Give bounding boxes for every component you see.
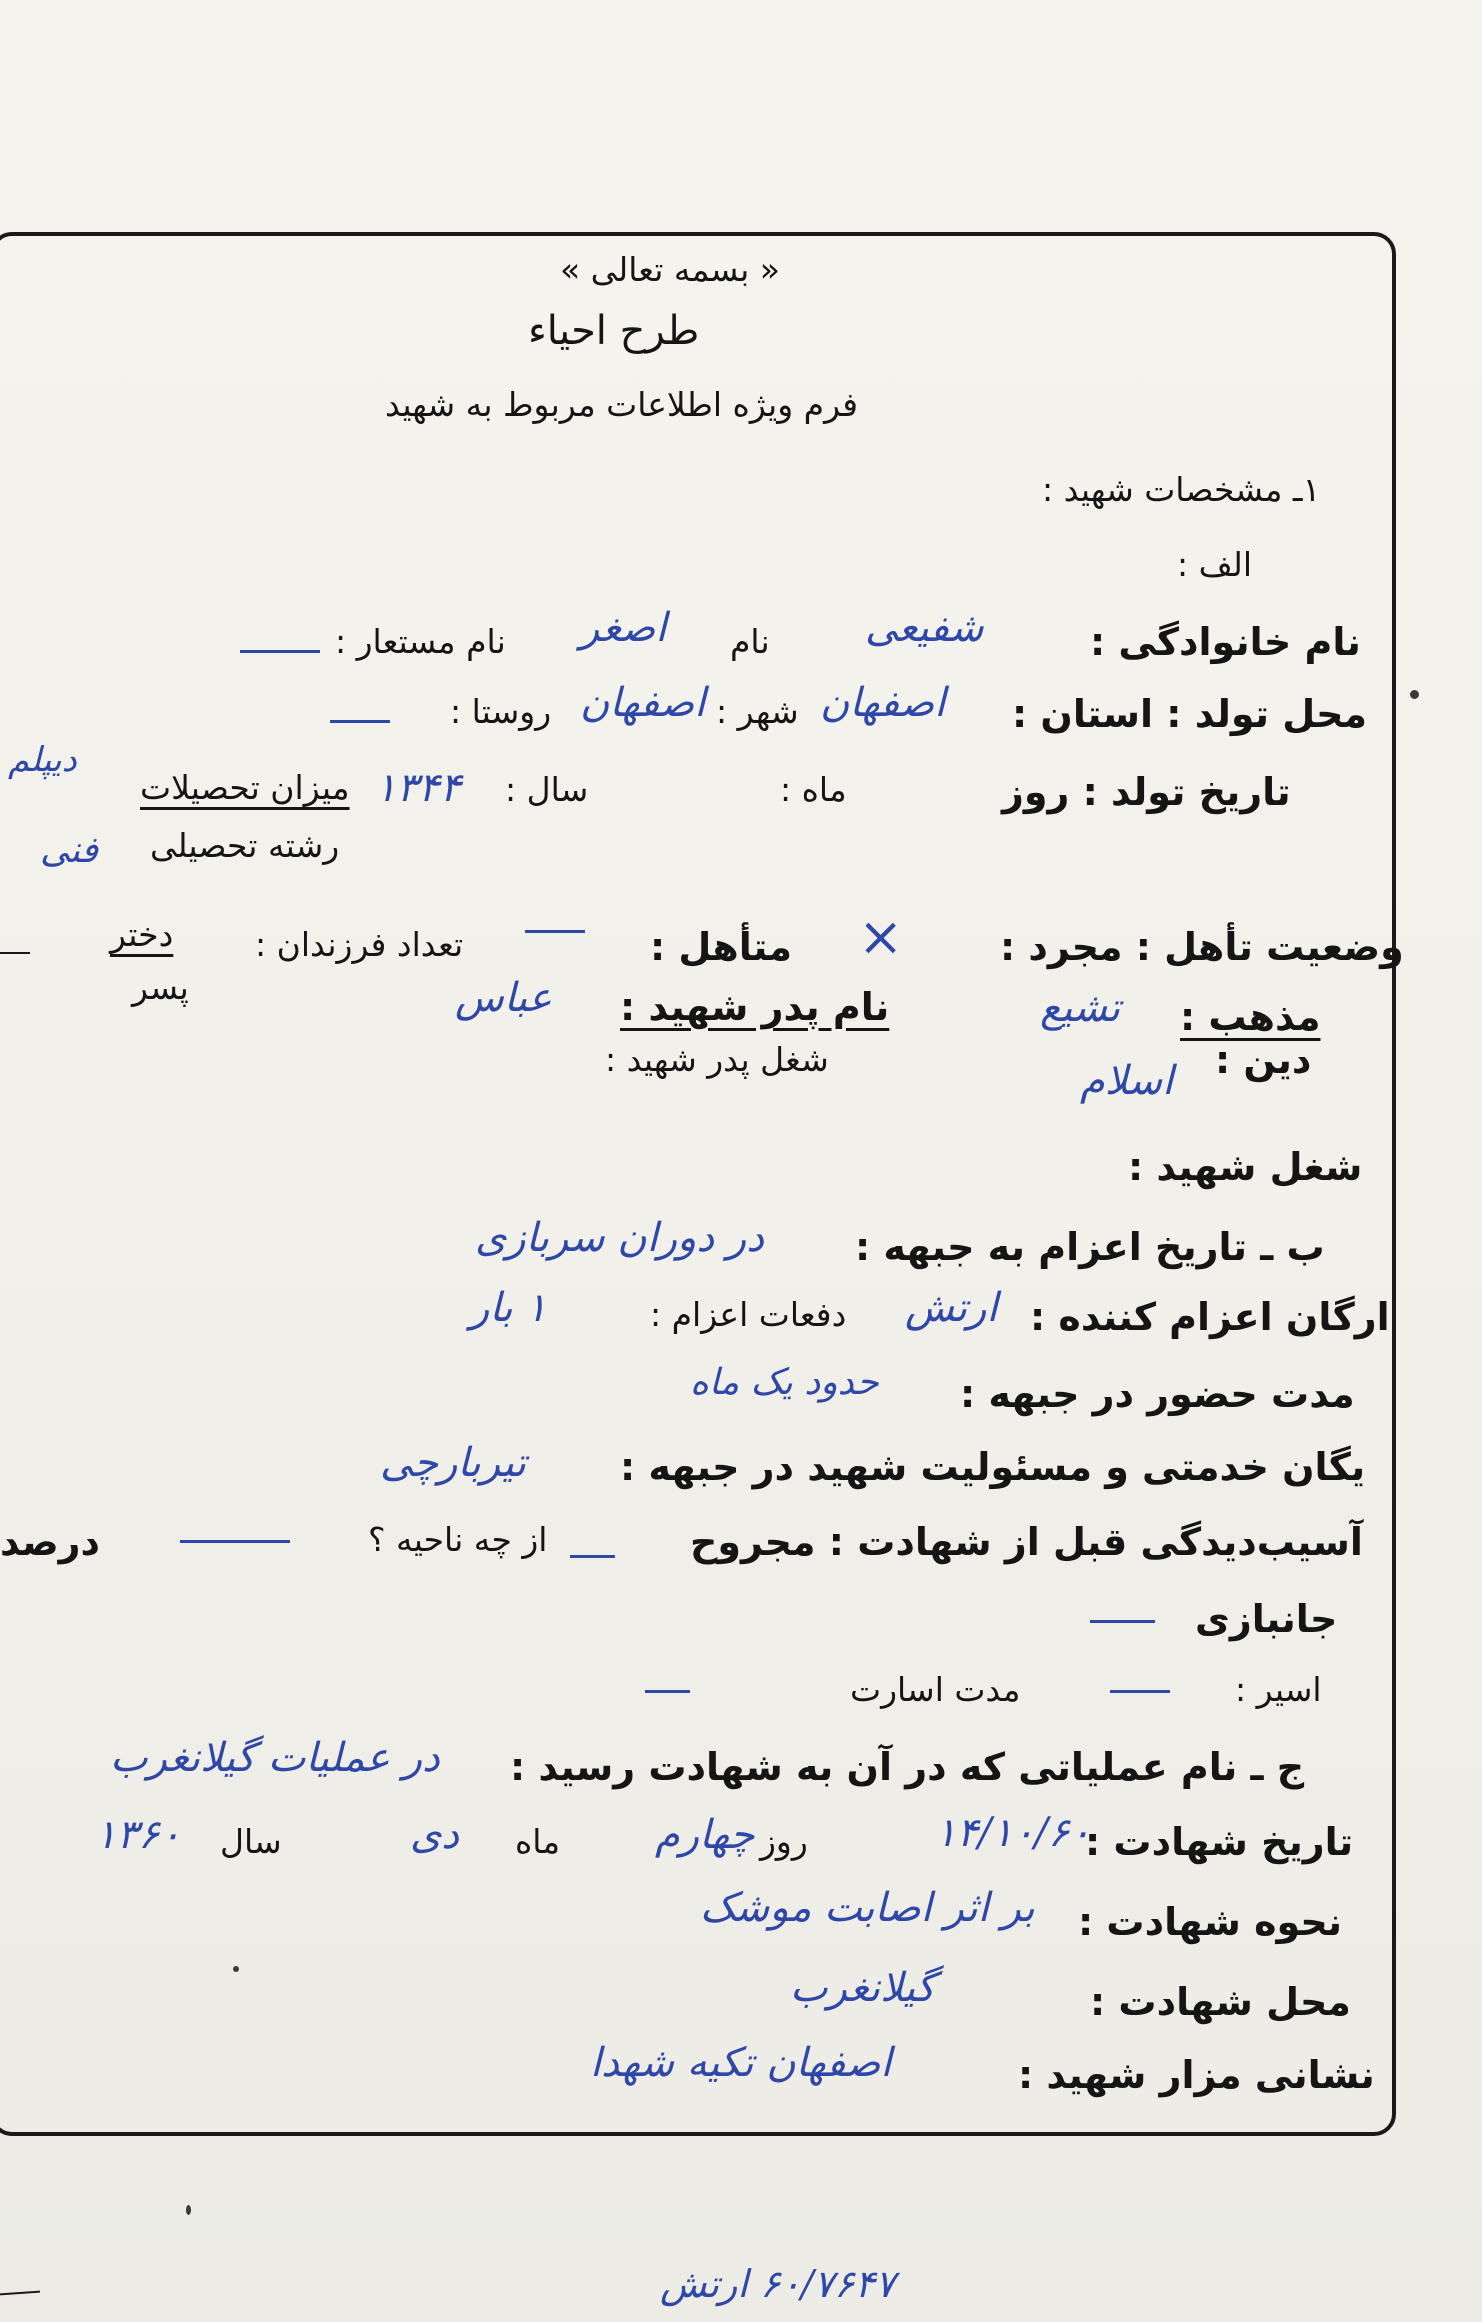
- father-name-label: نام پدر شهید :: [620, 985, 890, 1029]
- marital-label: وضعیت تأهل : مجرد :: [1000, 925, 1404, 969]
- unit-value: تیربارچی: [380, 1440, 526, 1486]
- project-title: طرح احیاء: [528, 308, 700, 354]
- part-a-label: الف :: [1177, 545, 1252, 584]
- scan-speck: [233, 1966, 239, 1972]
- section1-heading: ۱ـ مشخصات شهید :: [1042, 470, 1321, 509]
- married-dash: [525, 930, 585, 933]
- manner-value: بر اثر اصابت موشک: [700, 1885, 1035, 1931]
- veteran-dash: [1090, 1620, 1155, 1623]
- where-label: از چه ناحیه ؟: [368, 1520, 548, 1559]
- unit-label: یگان خدمتی و مسئولیت شهید در جبهه :: [620, 1445, 1366, 1489]
- martyr-date-value: ۱۴/۱۰/۶۰: [935, 1810, 1091, 1856]
- duration-label: مدت حضور در جبهه :: [960, 1372, 1355, 1416]
- martyr-day-label: روز: [760, 1822, 808, 1861]
- place-label: محل شهادت :: [1090, 1980, 1351, 2024]
- martyr-month-value: دی: [410, 1812, 460, 1858]
- bismillah: « بسمه تعالی »: [560, 250, 780, 289]
- grave-label: نشانی مزار شهید :: [1018, 2053, 1375, 2097]
- children-label: تعداد فرزندان :: [255, 925, 464, 964]
- single-mark: ×: [858, 905, 904, 968]
- pow-label: اسیر :: [1235, 1670, 1322, 1709]
- martyr-month-label: ماه: [515, 1822, 561, 1861]
- form-title: فرم ویژه اطلاعات مربوط به شهید: [385, 385, 859, 424]
- family-name-label: نام خانوادگی :: [1090, 620, 1361, 664]
- martyr-day-value: چهارم: [655, 1812, 755, 1858]
- sect-label: مذهب :: [1180, 995, 1321, 1039]
- left-margin-line: [0, 952, 30, 954]
- city-value: اصفهان: [580, 680, 706, 726]
- married-label: متأهل :: [650, 925, 792, 969]
- birth-place-label: محل تولد : استان :: [1012, 692, 1368, 736]
- field-label: رشته تحصیلی: [150, 826, 340, 865]
- birth-month-label: ماه :: [780, 770, 847, 809]
- pow-dash: [1110, 1690, 1170, 1693]
- scan-speck: [186, 2205, 191, 2215]
- veteran-label: جانبازی: [1195, 1597, 1338, 1641]
- father-job-label: شغل پدر شهید :: [605, 1040, 829, 1079]
- birth-province-value: اصفهان: [820, 680, 946, 726]
- duration-value: حدود یک ماه: [690, 1362, 879, 1403]
- education-label: میزان تحصیلات: [140, 768, 350, 807]
- birth-year-label: سال :: [505, 770, 589, 809]
- first-name-value: اصغر: [580, 605, 667, 651]
- village-label: روستا :: [450, 692, 552, 731]
- martyr-date-label: تاریخ شهادت :: [1085, 1820, 1354, 1864]
- birth-year-value: ۱۳۴۴: [375, 765, 461, 811]
- first-name-label: نام: [730, 622, 770, 661]
- organ-value: ارتش: [905, 1285, 998, 1331]
- organ-label: ارگان اعزام کننده :: [1030, 1295, 1390, 1339]
- deploy-date-value: در دوران سربازی: [475, 1215, 765, 1261]
- family-name-value: شفیعی: [865, 605, 984, 651]
- pow-duration-dash: [645, 1690, 690, 1693]
- daughter-label: دختر: [110, 915, 174, 954]
- pow-duration-label: مدت اسارت: [850, 1670, 1021, 1709]
- father-name-value: عباس: [455, 975, 552, 1021]
- martyr-year-label: سال: [220, 1822, 282, 1861]
- operation-label: ج ـ نام عملیاتی که در آن به شهادت رسید :: [510, 1745, 1305, 1789]
- percent-label: درصد: [0, 1520, 101, 1564]
- sect-value: تشیع: [1040, 985, 1121, 1031]
- deploy-count-label: دفعات اعزام :: [650, 1295, 847, 1334]
- deploy-count-value: ۱ بار: [470, 1285, 547, 1331]
- birth-date-label: تاریخ تولد : روز: [1002, 770, 1291, 814]
- field-value: فنی: [40, 830, 99, 871]
- deploy-date-label: ب ـ تاریخ اعزام به جبهه :: [855, 1225, 1325, 1269]
- alias-dash: [240, 650, 320, 653]
- city-label: شهر :: [716, 692, 799, 731]
- son-label: پسر: [132, 968, 189, 1007]
- education-value: دیپلم: [8, 740, 77, 780]
- place-value: گیلانغرب: [790, 1965, 936, 2011]
- alias-label: نام مستعار :: [335, 622, 506, 661]
- manner-label: نحوه شهادت :: [1078, 1900, 1342, 1944]
- injury-dash: [570, 1555, 615, 1558]
- grave-value: اصفهان تکیه شهدا: [590, 2040, 892, 2086]
- injury-label: آسیب‌دیدگی قبل از شهادت : مجروح: [690, 1520, 1363, 1564]
- martyr-year-value: ۱۳۶۰: [95, 1812, 181, 1858]
- religion-value: اسلام: [1080, 1058, 1174, 1104]
- operation-value: در عملیات گیلانغرب: [110, 1735, 440, 1781]
- archive-number: ۶۰/۷۶۴۷ ارتش: [660, 2262, 896, 2306]
- job-label: شغل شهید :: [1128, 1145, 1363, 1189]
- village-dash: [330, 720, 390, 723]
- scan-speck: [1410, 690, 1419, 699]
- where-dash: [180, 1540, 290, 1543]
- religion-label: دین :: [1215, 1038, 1312, 1082]
